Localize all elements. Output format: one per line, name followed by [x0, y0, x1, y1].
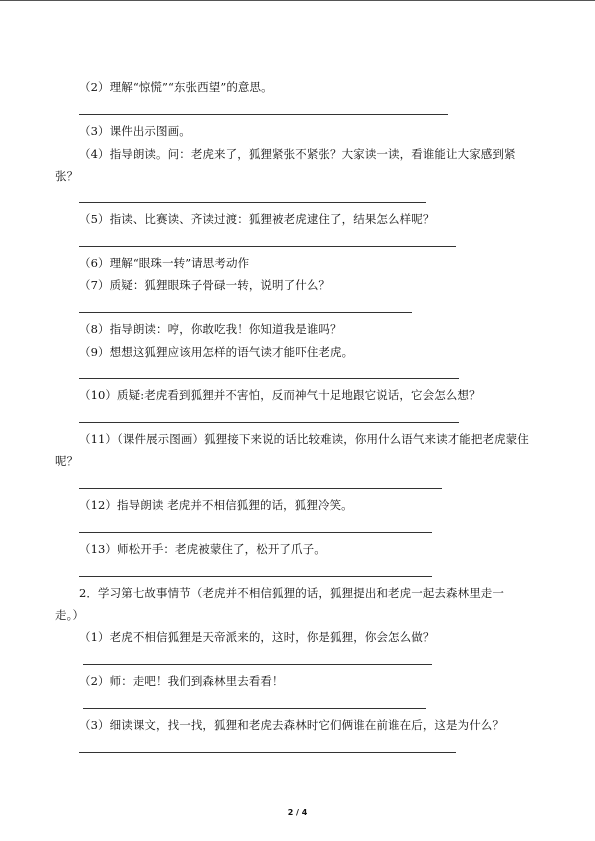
answer-line: [79, 576, 432, 577]
answer-line: [79, 114, 448, 115]
answer-line: [79, 752, 456, 753]
item-3-show-picture: （3）课件出示图画。: [79, 124, 191, 138]
answer-line: [79, 202, 426, 203]
answer-line: [79, 532, 432, 533]
section-2-item-1: （1）老虎不相信狐狸是天帝派来的，这时，你是狐狸，你会怎么做？: [79, 630, 435, 644]
item-10-question: （10）质疑:老虎看到狐狸并不害怕，反而神气十足地跟它说话，它会怎么想？: [79, 388, 481, 402]
item-6-understand-eye-turn: （6）理解“眼珠一转”请思考动作: [79, 256, 250, 270]
item-11-courseware-picture: （11）（课件展示图画）狐狸接下来说的话比较难读，你用什么语气来读才能把老虎蒙住: [79, 432, 529, 446]
section-2-heading-continuation: 走。）: [55, 608, 85, 622]
item-2-understand-words: （2）理解“惊慌”“东张西望”的意思。: [79, 80, 273, 94]
item-4-continuation: 张？: [55, 169, 79, 183]
item-7-question: （7）质疑：狐狸眼珠子骨碌一转，说明了什么？: [79, 278, 331, 292]
item-4-guided-reading: （4）指导朗读。问：老虎来了，狐狸紧张不紧张？大家读一读，看谁能让大家感到紧: [79, 147, 516, 161]
top-rule: [0, 0, 595, 1]
item-9-think-tone: （9）想想这狐狸应该用怎样的语气读才能吓住老虎。: [79, 345, 354, 359]
answer-line: [79, 312, 412, 313]
item-13-teacher-releases: （13）师松开手：老虎被蒙住了，松开了爪子。: [79, 542, 326, 556]
answer-line: [79, 246, 456, 247]
answer-line: [83, 708, 426, 709]
answer-line: [79, 488, 442, 489]
section-2-heading: 2．学习第七故事情节（老虎并不相信狐狸的话，狐狸提出和老虎一起去森林里走一: [79, 586, 505, 600]
answer-line: [83, 664, 432, 665]
section-2-item-3: （3）细读课文，找一找，狐狸和老虎去森林时它们俩谁在前谁在后，这是为什么？: [79, 718, 505, 732]
section-2-item-2: （2）师：走吧！我们到森林里去看看！: [79, 674, 284, 688]
page-number: 2 / 4: [287, 808, 308, 817]
item-11-continuation: 呢？: [55, 454, 79, 468]
item-5-reading-transition: （5）指读、比赛读、齐读过渡：狐狸被老虎逮住了，结果怎么样呢？: [79, 212, 435, 226]
answer-line: [79, 378, 459, 379]
answer-line: [79, 422, 459, 423]
item-12-guided-reading: （12）指导朗读 老虎并不相信狐狸的话，狐狸冷笑。: [79, 498, 353, 512]
item-8-guided-reading: （8）指导朗读：哼，你敢吃我！你知道我是谁吗？: [79, 322, 342, 336]
